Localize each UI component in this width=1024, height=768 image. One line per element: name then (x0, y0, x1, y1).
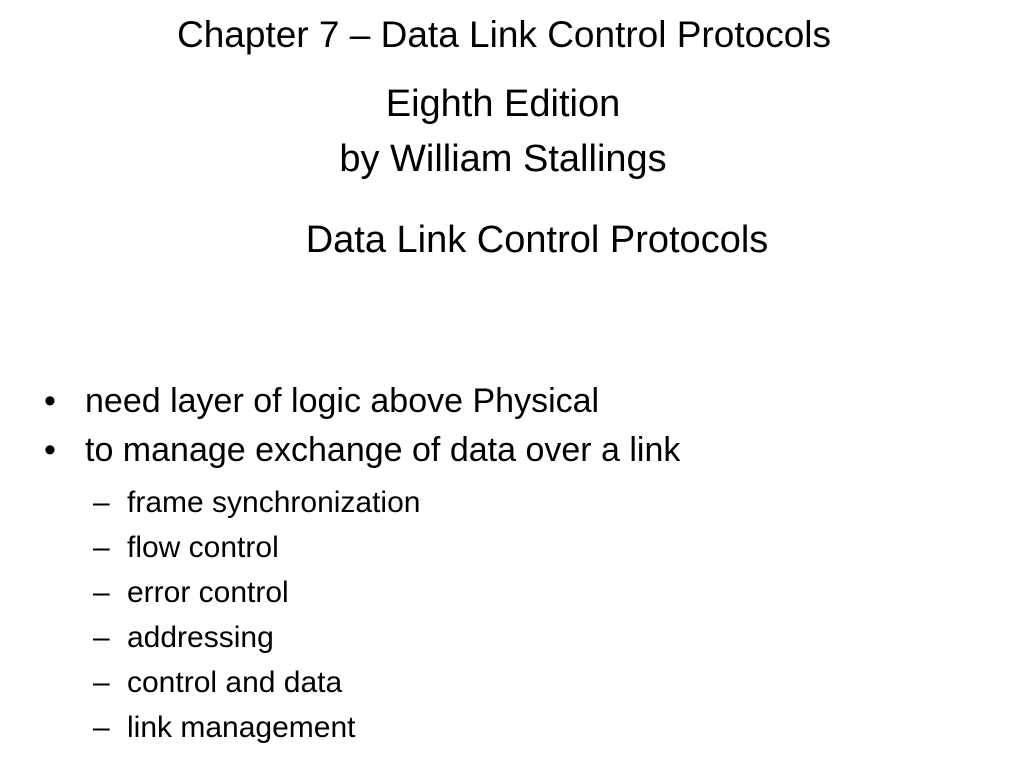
sub-bullet-item (0, 660, 1024, 705)
sub-bullet-item (0, 705, 1024, 750)
edition-line-2: by William Stallings (339, 138, 667, 180)
sub-bullet-list (0, 480, 1024, 750)
dash-icon: – (93, 711, 110, 744)
sub-bullet-item (0, 525, 1024, 570)
bullet-item (0, 426, 1024, 475)
sub-bullet-item (0, 480, 1024, 525)
dash-icon: – (93, 621, 110, 654)
dash-icon: – (93, 486, 110, 519)
sub-bullet-item-label: frame synchronization (127, 486, 421, 519)
bullet-item-label: to manage exchange of data over a link (85, 431, 681, 469)
slide-title: Chapter 7 – Data Link Control Protocols (176, 14, 831, 55)
sub-bullet-item (0, 615, 1024, 660)
bullet-item-label: need layer of logic above Physical (85, 382, 600, 420)
main-bullet-list (0, 377, 1024, 475)
sub-bullet-item-label: flow control (127, 531, 279, 564)
dash-icon: – (93, 531, 110, 564)
bullet-item (0, 377, 1024, 426)
bullet-icon: • (44, 431, 56, 469)
bullet-icon: • (44, 382, 56, 420)
slide-subtitle: Data Link Control Protocols (305, 219, 769, 261)
sub-bullet-item (0, 570, 1024, 615)
edition-block (0, 77, 1015, 187)
dash-icon: – (93, 666, 110, 699)
sub-bullet-item-label: error control (127, 576, 289, 609)
sub-bullet-item-label: addressing (127, 621, 274, 654)
dash-icon: – (93, 576, 110, 609)
sub-bullet-item-label: control and data (127, 666, 343, 699)
sub-bullet-item-label: link management (127, 711, 356, 744)
edition-line-1: Eighth Edition (385, 83, 621, 125)
